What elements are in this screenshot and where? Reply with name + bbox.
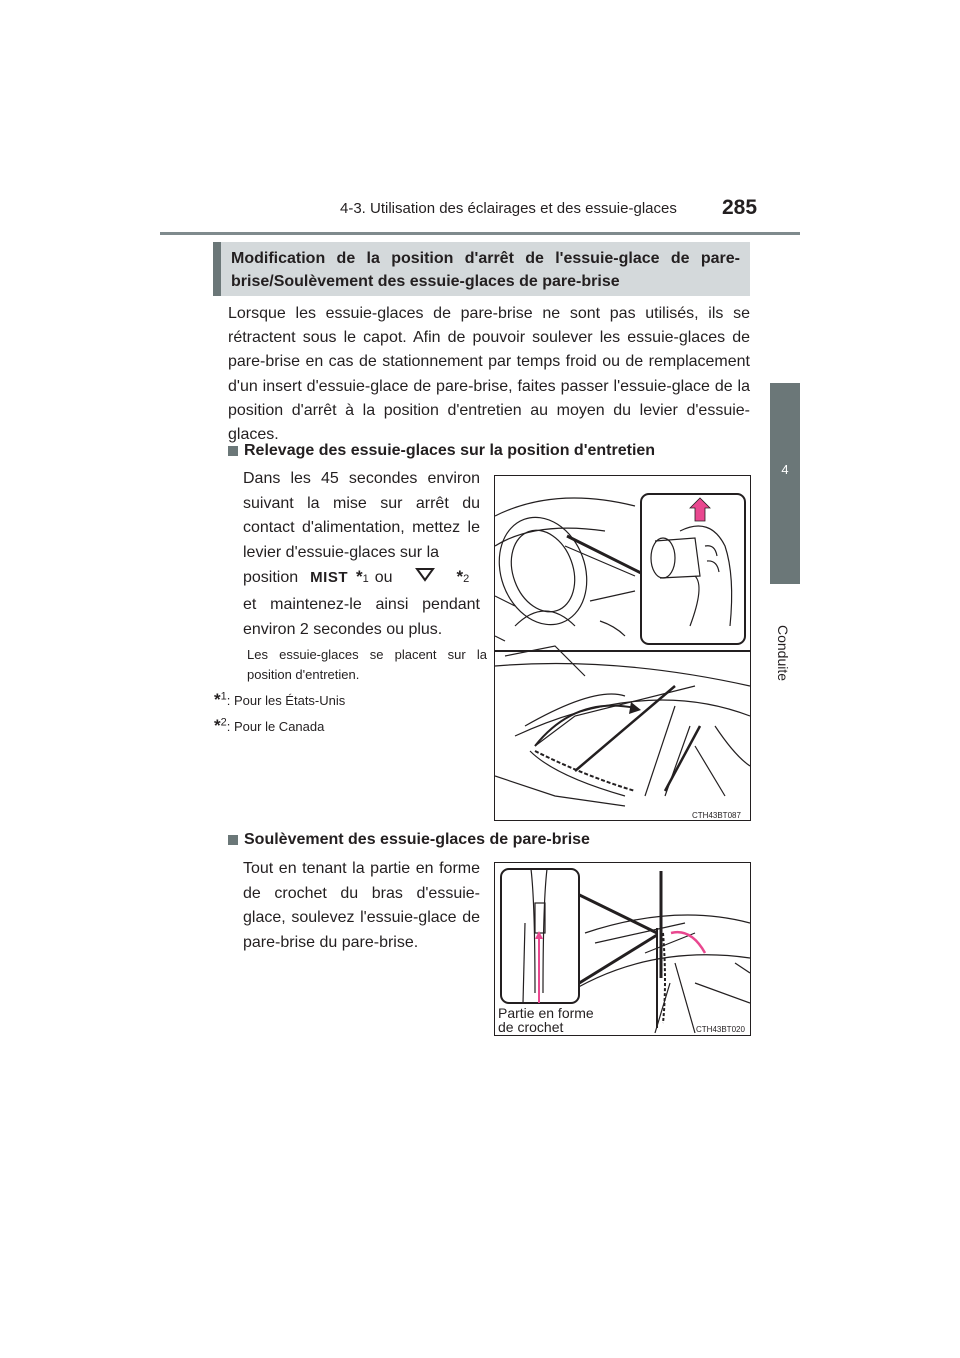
square-bullet-icon xyxy=(228,446,238,456)
chapter-label: Conduite xyxy=(775,625,791,682)
page-number: 285 xyxy=(722,196,758,219)
figure-wiper-lift xyxy=(494,862,751,1036)
figure-wiper-service-position xyxy=(494,475,751,821)
intro-paragraph: Lorsque les essuie-glaces de pare-brise ne sont pas utilisés, ils se rétractent sous le capot. Afin de pouvoir soulever les essuie-glaces de pare-brise en cas de stationnement par temps froid ou de remplacement d'un insert d'essuie-glace de pare-brise, faites passer l'essuie-glace de la position d'arrêt à la position d'entretien au moyen du levier d'essuie-glaces. xyxy=(228,305,750,444)
wiper-lever-illustration xyxy=(495,476,750,820)
mist-triangle-icon xyxy=(415,568,435,582)
footnote-1: *$^1$: Pour les États-Unis xyxy=(214,690,346,709)
raise-heading xyxy=(228,442,655,460)
lift-heading xyxy=(228,831,590,849)
raise-instruction: Dans les 45 secondes environ suivant la mise sur arrêt du contact d'alimentation, mettez le levier d'essuie-glaces sur la xyxy=(243,470,480,561)
figure-code: CTH43BT087 xyxy=(692,811,741,820)
running-header: 4-3. Utilisation des éclairages et des essuie-glaces xyxy=(340,200,677,217)
raise-note: Les essuie-glaces se placent sur la position d'entretien. xyxy=(247,647,487,682)
figure-code: CTH43BT020 xyxy=(696,1025,745,1034)
header-divider xyxy=(160,232,800,235)
footnote-ref-2: 2 xyxy=(463,573,470,585)
chapter-number: 4 xyxy=(781,462,789,477)
lift-heading-text: Soulèvement des essuie-glaces de pare-brise xyxy=(244,831,590,848)
footnote-2: *$^2$: Pour le Canada xyxy=(214,716,325,735)
section-title: Modification de la position d'arrêt de l'essuie-glace de pare-brise/Soulèvement des essuie-glaces de pare-brise xyxy=(231,250,740,290)
asterisk-mark: * xyxy=(356,567,363,586)
mist-label: MIST xyxy=(310,569,348,586)
position-word: position xyxy=(243,569,299,586)
lift-instruction: Tout en tenant la partie en forme de crochet du bras d'essuie-glace, soulevez l'essuie-glace de pare-brise du pare-brise. xyxy=(243,860,480,951)
square-bullet-icon xyxy=(228,835,238,845)
hook-callout: Partie en forme de crochet xyxy=(498,1005,594,1035)
section-heading-box xyxy=(213,242,750,296)
chapter-tab xyxy=(770,383,800,584)
position-line xyxy=(243,567,469,587)
raise-instruction-end: et maintenez-le ainsi pendant environ 2 secondes ou plus. xyxy=(243,596,480,638)
ou-word: ou xyxy=(374,569,393,586)
asterisk-mark: * xyxy=(456,567,464,586)
raise-heading-text: Relevage des essuie-glaces sur la position d'entretien xyxy=(244,442,656,459)
footnote-ref-1: 1 xyxy=(362,573,369,585)
